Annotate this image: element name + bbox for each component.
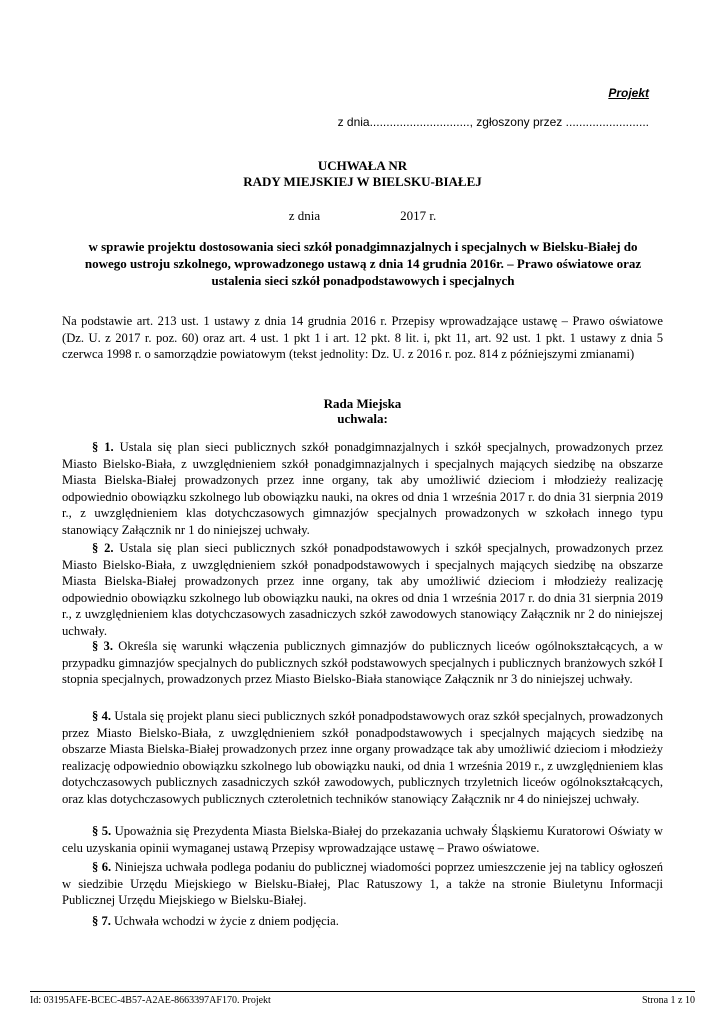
page-number: Strona 1 z 10: [641, 995, 695, 1006]
resolution-title: UCHWAŁA NR: [317, 158, 408, 173]
section-number: § 6.: [92, 860, 112, 874]
section-number: § 2.: [92, 541, 114, 555]
document-id: Id: 03195AFE-BCEC-4B57-A2AE-8663397AF170. Projekt: [30, 995, 271, 1006]
submission-line: z dnia.............................., zgłoszony przez .........................: [337, 115, 649, 129]
section-text: Ustala się plan sieci publicznych szkół ponadgimnazjalnych i szkół specjalnych, prowadzonych przez Miasto Bielsko-Biała, z uwzględnieniem szkół ponadgimnazjalnych i specjalnych mających siedzibę na obszarze Miasta Bielska-Białej prowadzonych przez inne organy, tak aby umożliwić dzieciom i młodzieży realizację odpowiednio obowiązku szkolnego lub obowiązku nauki, na okres od dnia 1 września 2017 r. do dnia 31 sierpnia 2019 r., z uwzględnieniem klas dotychczasowych gimnazjów specjalnych prowadzonych w szkołach innego typu stanowiący Załącznik nr 1 do niniejszej uchwały.: [62, 440, 663, 537]
section-text: Określa się warunki włączenia publicznych gimnazjów do publicznych liceów ogólnokształcących, a w przypadku gimnazjów specjalnych do publicznych szkół podstawowych specjalnych i publicznych branżowych szkół I stopnia specjalnych, prowadzonych przez Miasto Bielsko-Biała stanowiące Załącznik nr 3 do niniejszej uchwały.: [62, 639, 663, 687]
section-5: [62, 823, 663, 856]
date-year: 2017 r.: [400, 208, 437, 223]
section-text: Niniejsza uchwała podlega podaniu do publicznej wiadomości poprzez umieszczenie jej na tablicy ogłoszeń w siedzibie Urzędu Miejskiego w Bielsku-Białej, Plac Ratuszowy 1, a także na stronie Biuletynu Informacji Publicznej Urzędu Miejskiego w Bielsku-Białej.: [62, 860, 663, 908]
preamble: Na podstawie art. 213 ust. 1 ustawy z dnia 14 grudnia 2016 r. Przepisy wprowadzające ustawę – Prawo oświatowe (Dz. U. z 2017 r. poz. 60) oraz art. 4 ust. 1 pkt 1 i art. 12 pkt. 8 lit. i, pkt 11, art. 92 ust. 1 pkt. 1 ustawy z dnia 5 czerwca 1998 r. o samorządzie powiatowym (tekst jednolity: Dz. U. z 2016 r. poz. 814 z późniejszymi zmianami): [62, 314, 663, 362]
resolution-date: [0, 208, 725, 224]
council-resolves: uchwala:: [337, 411, 388, 426]
section-text: Ustala się projekt planu sieci publicznych szkół ponadpodstawowych oraz szkół specjalnych, prowadzonych przez Miasto Bielsko-Biała, z uwzględnieniem szkół ponadpodstawowych i specjalnych mających siedzibę na obszarze Miasta Bielska-Białej prowadzonych przez inne organy prowadzące tak aby umożliwić dzieciom i młodzieży realizację odpowiednio obowiązku szkolnego lub obowiązku nauki, od dnia 1 września 2019 r., z uwzględnieniem klas dotychczasowych publicznych zasadniczych szkół zawodowych, publicznych trzyletnich liceów ogólnokształcących, oraz klas dotychczasowych publicznych czteroletnich techników stanowiący Załącznik nr 4 do niniejszej uchwały.: [62, 709, 664, 806]
section-number: § 4.: [92, 709, 112, 723]
section-number: § 5.: [92, 824, 112, 838]
footer-divider: [30, 991, 695, 992]
resolution-subject: w sprawie projektu dostosowania sieci szkół ponadgimnazjalnych i specjalnych w Bielsku-Białej do nowego ustroju szkolnego, wprowadzonego ustawą z dnia 14 grudnia 2016r. – Prawo oświatowe oraz ustalenia sieci szkół ponadpodstawowych i specjalnych: [84, 239, 642, 288]
section-2: [62, 540, 663, 640]
section-text: Upoważnia się Prezydenta Miasta Bielska-Białej do przekazania uchwały Śląskiemu Kuratorowi Oświaty w celu uzyskania opinii wymaganej ustawą Przepisy wprowadzające ustawę – Prawo oświatowe.: [62, 824, 663, 855]
section-text: Uchwała wchodzi w życie z dniem podjęcia.: [114, 914, 339, 928]
section-4: [62, 708, 663, 808]
section-number: § 7.: [92, 914, 111, 928]
projekt-label: Projekt: [608, 86, 649, 100]
section-number: § 3.: [92, 639, 113, 653]
section-number: § 1.: [92, 440, 114, 454]
section-text: Ustala się plan sieci publicznych szkół ponadpodstawowych i szkół specjalnych, prowadzonych przez Miasto Bielsko-Biała, z uwzględnieniem szkół ponadpodstawowych i specjalnych mających siedzibę na obszarze Miasta Bielska-Białej prowadzonych przez inne organy, tak aby umożliwić dzieciom i młodzieży realizację odpowiednio obowiązku szkolnego lub obowiązku nauki, na okres od dnia 1 września 2017 r. do dnia 31 sierpnia 2019 r., z uwzględnieniem klas dotychczasowych zasadniczych szkół zawodowych stanowiący Załącznik nr 2 do niniejszej uchwały.: [62, 541, 664, 638]
date-prefix: z dnia: [288, 208, 321, 223]
section-3: [62, 638, 663, 688]
section-1: [62, 439, 663, 539]
council-name: Rada Miejska: [323, 396, 402, 411]
section-6: [62, 859, 663, 909]
section-7: [62, 913, 663, 930]
council-title: RADY MIEJSKIEJ W BIELSKU-BIAŁEJ: [243, 174, 482, 189]
